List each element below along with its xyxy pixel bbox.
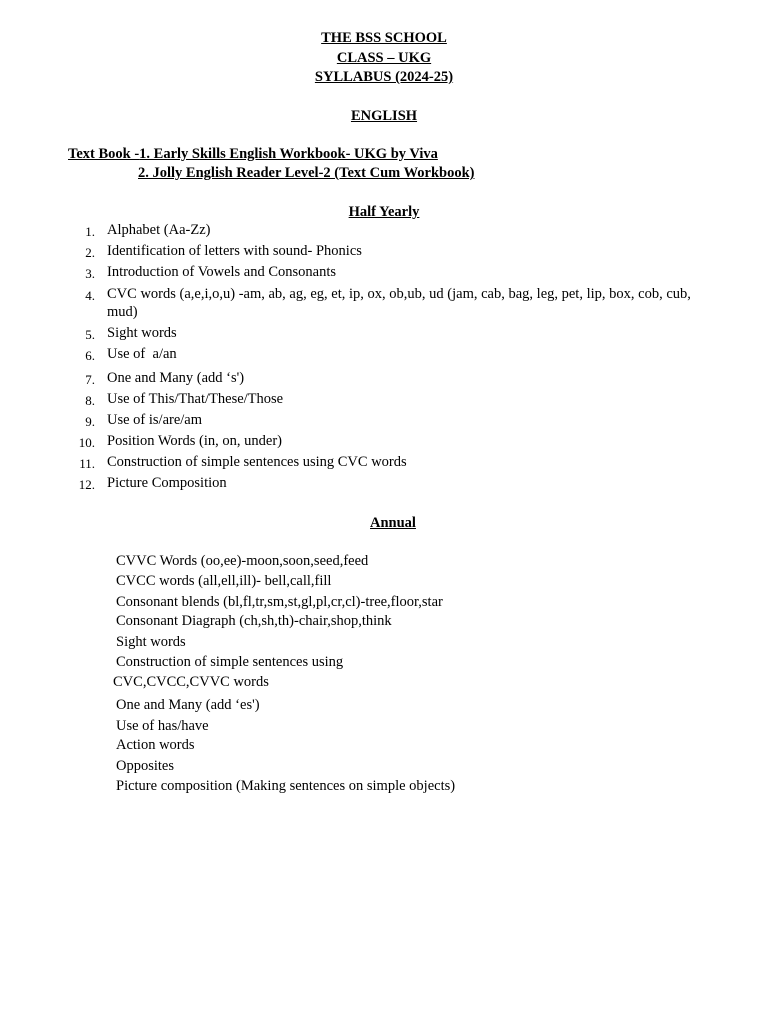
item-number: 12. [78, 477, 95, 492]
item-text: Introduction of Vowels and Consonants [107, 264, 337, 280]
item-number: 9. [85, 414, 95, 429]
item-text: Position Words (in, on, under) [107, 433, 282, 449]
list-item: Consonant Diagraph (ch,sh,th)-chair,shop,think [116, 613, 392, 629]
list-item: One and Many (add ‘es') [116, 697, 260, 713]
list-item: Sight words [116, 634, 186, 650]
item-number: 2. [85, 245, 95, 260]
item-text: CVC words (a,e,i,o,u) -am, ab, ag, eg, et, ip, ox, ob,ub, ud (jam, cab, bag, leg, pet, lip, box, cob, cub, mud) [107, 286, 691, 320]
item-text: Construction of simple sentences using CVC words [107, 454, 407, 470]
textbook-2: 2. Jolly English Reader Level-2 (Text Cum Workbook) [138, 165, 475, 181]
list-item: Opposites [116, 758, 174, 774]
item-text: Sight words [107, 325, 177, 341]
syllabus-title: SYLLABUS (2024-25) [314, 69, 454, 85]
list-item: Use of has/have [116, 718, 209, 734]
textbook-line-1 [68, 146, 438, 163]
item-number: 7. [85, 372, 95, 387]
item-text: One and Many (add ‘s') [107, 370, 245, 386]
item-number: 4. [85, 288, 95, 303]
list-item: Construction of simple sentences using [116, 654, 344, 670]
list-item: Consonant blends (bl,fl,tr,sm,st,gl,pl,cr,cl)-tree,floor,star [116, 594, 443, 610]
item-number: 11. [79, 456, 95, 471]
item-text: Identification of letters with sound- Phonics [107, 243, 362, 259]
list-item: CVVC Words (oo,ee)-moon,soon,seed,feed [116, 553, 369, 569]
subject-title: ENGLISH [350, 108, 418, 124]
school-name: THE BSS SCHOOL [321, 30, 447, 46]
class-title: CLASS – UKG [336, 50, 432, 66]
item-number: 3. [85, 266, 95, 281]
half-yearly-heading: Half Yearly [348, 204, 420, 220]
textbook-1: 1. Early Skills English Workbook- UKG by Viva [139, 146, 438, 162]
list-item: Action words [116, 737, 195, 753]
item-text: Use of a/an [107, 346, 177, 362]
annual-heading: Annual [370, 515, 416, 531]
list-item: CVC,CVCC,CVVC words [113, 674, 269, 690]
item-number: 6. [85, 348, 95, 363]
item-number: 10. [78, 435, 95, 450]
item-text: Use of is/are/am [107, 412, 203, 428]
item-number: 8. [85, 393, 95, 408]
item-number: 5. [85, 327, 95, 342]
list-item: CVCC words (all,ell,ill)- bell,call,fill [116, 573, 332, 589]
textbook-label: Text Book - [68, 146, 140, 162]
list-item: Picture composition (Making sentences on simple objects) [116, 778, 456, 794]
item-text: Use of This/That/These/Those [107, 391, 284, 407]
item-text: Alphabet (Aa-Zz) [107, 222, 211, 238]
item-number: 1. [85, 224, 95, 239]
item-text: Picture Composition [107, 475, 227, 491]
